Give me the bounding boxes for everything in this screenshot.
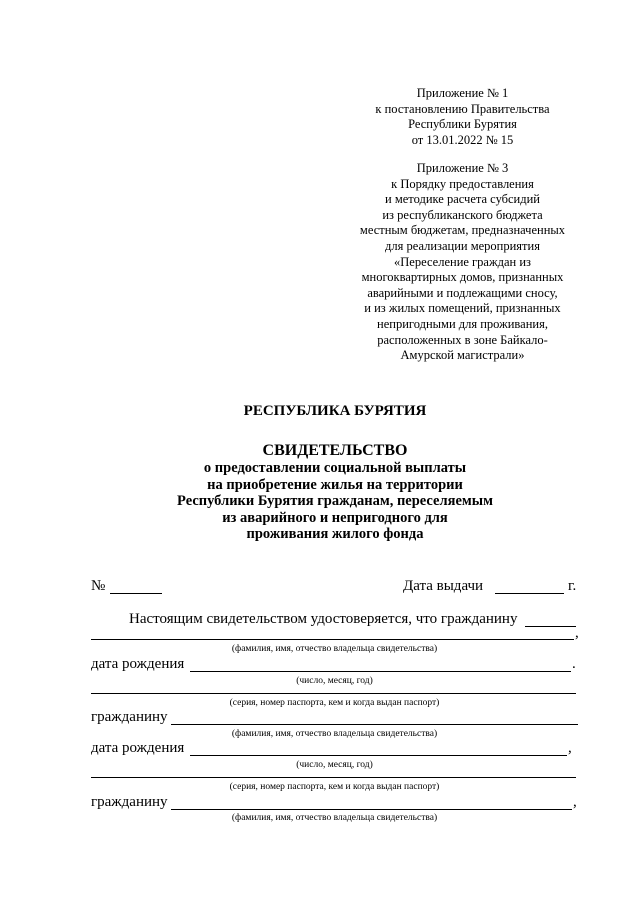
birth-date-label: дата рождения	[91, 740, 185, 756]
appendix-3-line: аварийными и подлежащими сносу,	[367, 285, 558, 300]
appendix-1-line: к постановлению Правительства	[375, 101, 550, 116]
appendix-1-block	[330, 86, 595, 148]
period-mark: .	[572, 656, 576, 672]
appendix-3-line: расположенных в зоне Байкало-	[377, 332, 548, 347]
citizen-2-name-field[interactable]	[171, 724, 578, 725]
birth-date-field-1[interactable]	[190, 671, 571, 672]
appendix-3-line: к Порядку предоставления	[391, 176, 534, 191]
certify-text: Настоящим свидетельством удостоверяется, что гражданину	[129, 611, 518, 627]
appendix-3-line: и из жилых помещений, признанных	[364, 301, 561, 316]
appendix-3-line: «Переселение граждан из	[394, 254, 531, 269]
number-field[interactable]	[110, 593, 162, 594]
appendix-3-line: из республиканского бюджета	[382, 207, 543, 222]
caption-passport: (серия, номер паспорта, кем и когда выдан паспорт)	[229, 782, 440, 792]
birth-date-field-2[interactable]	[190, 755, 567, 756]
comma-mark: ,	[575, 625, 579, 641]
certificate-subtitle-line: на приобретение жилья на территории	[207, 476, 463, 493]
republic-heading: РЕСПУБЛИКА БУРЯТИЯ	[243, 403, 427, 419]
appendix-3-line: Приложение № 3	[416, 161, 509, 175]
certificate-subtitle-line: проживания жилого фонда	[246, 526, 424, 543]
appendix-3-line: непригодными для проживания,	[377, 316, 548, 331]
citizen-1-name-field[interactable]	[91, 639, 574, 640]
caption-fio: (фамилия, имя, отчество владельца свидетельства)	[231, 644, 438, 654]
year-suffix: г.	[568, 578, 577, 594]
citizen-3-name-field[interactable]	[171, 809, 572, 810]
citizen-row-3	[91, 794, 578, 812]
comma-mark: ,	[573, 794, 577, 810]
appendix-3-line: для реализации мероприятия	[385, 238, 540, 253]
certificate-subtitle-line: из аварийного и непригодного для	[222, 509, 448, 526]
appendix-3-line: местным бюджетам, предназначенных	[359, 223, 566, 238]
birth-date-row-2	[91, 740, 578, 758]
appendix-1-line: от 13.01.2022 № 15	[411, 132, 514, 147]
caption-fio: (фамилия, имя, отчество владельца свидетельства)	[231, 813, 438, 823]
certificate-subtitle-line: Республики Бурятия гражданам, переселяемым	[177, 493, 493, 510]
citizen-row-2	[91, 709, 578, 727]
certify-row	[91, 611, 578, 629]
birth-date-label: дата рождения	[91, 656, 185, 672]
number-date-row	[91, 578, 578, 596]
issue-date-label: Дата выдачи	[403, 578, 484, 594]
caption-date: (число, месяц, год)	[296, 676, 373, 686]
birth-date-row-1	[91, 656, 578, 674]
appendix-1-line: Приложение № 1	[416, 86, 509, 100]
appendix-3-line: Амурской магистрали»	[400, 348, 525, 363]
certificate-subtitle	[90, 460, 580, 543]
caption-date: (число, месяц, год)	[296, 760, 373, 770]
caption-passport: (серия, номер паспорта, кем и когда выдан паспорт)	[229, 698, 440, 708]
passport-field-2[interactable]	[91, 777, 576, 778]
number-label: №	[91, 578, 106, 594]
appendix-3-line: и методике расчета субсидий	[385, 192, 540, 207]
issue-date-field[interactable]	[495, 593, 564, 594]
certificate-subtitle-line: о предоставлении социальной выплаты	[203, 460, 467, 476]
appendix-3-line: многоквартирных домов, признанных	[361, 270, 564, 285]
comma-mark: ,	[568, 740, 572, 756]
citizen-label: гражданину	[91, 709, 168, 725]
passport-field-1[interactable]	[91, 693, 576, 694]
certificate-title: СВИДЕТЕЛЬСТВО	[262, 442, 408, 459]
appendix-3-block	[330, 161, 595, 364]
caption-fio: (фамилия, имя, отчество владельца свидетельства)	[231, 729, 438, 739]
appendix-1-line: Республики Бурятия	[408, 117, 517, 132]
citizen-name-field-start[interactable]	[525, 626, 576, 627]
citizen-label: гражданину	[91, 794, 168, 810]
